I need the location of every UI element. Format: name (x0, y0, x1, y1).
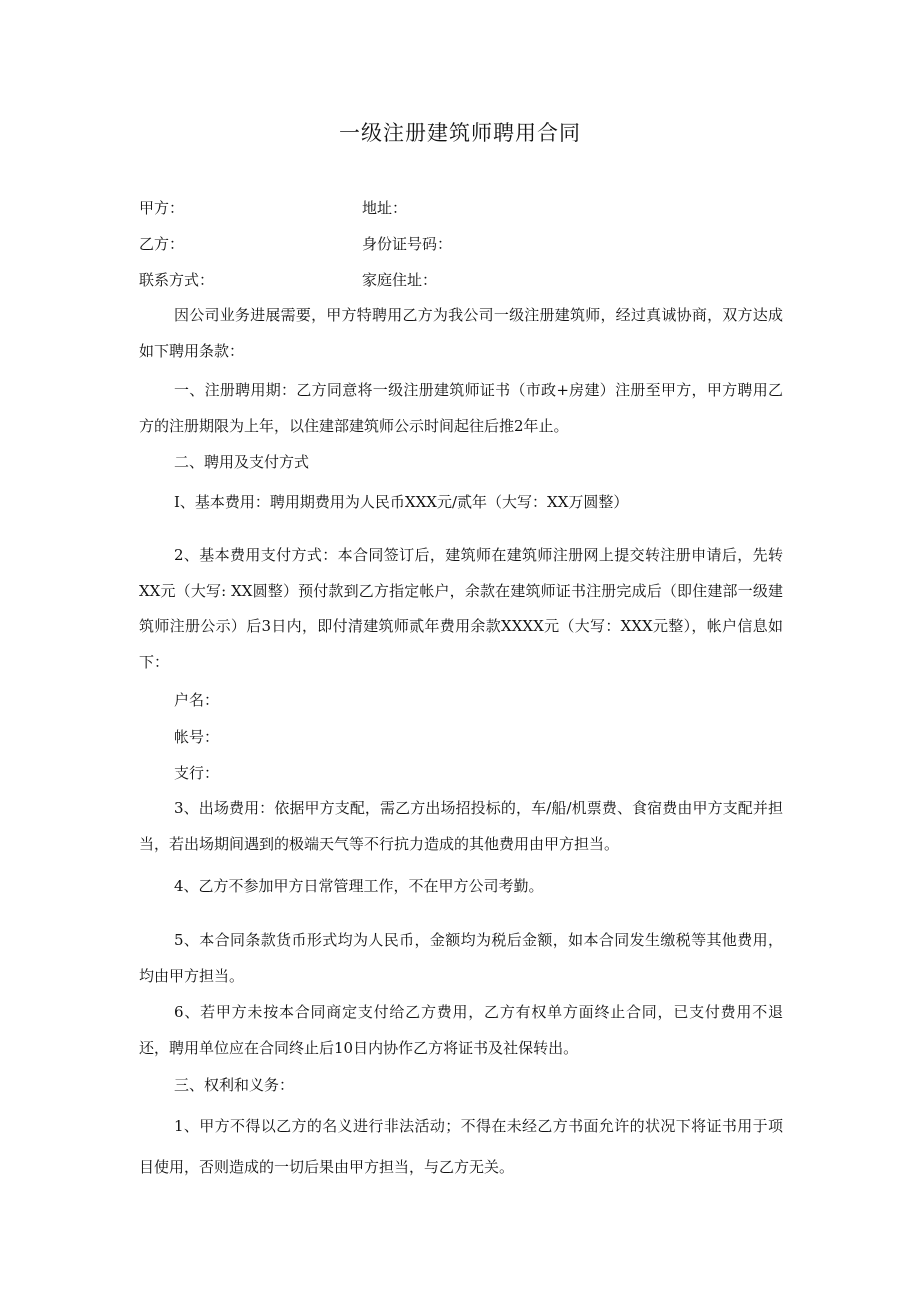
party-a-label: 甲方： (139, 199, 185, 217)
document-title: 一级注册建筑师聘用合同 (339, 121, 581, 145)
id-number-label: 身份证号码： (362, 235, 453, 253)
account-name-label: 户名： (174, 691, 220, 709)
section-3-item-1: 1、甲方不得以乙方的名义进行非法活动；不得在未经乙方书面允许的状况下将证书用于项目使用，否则造成的一切后果由甲方担当，与乙方无关。 (139, 1117, 783, 1176)
account-number-label: 帐号： (174, 728, 220, 746)
branch-label: 支行： (174, 764, 220, 782)
home-address-label: 家庭住址： (362, 271, 438, 289)
item-1-basic-fee: I、基本费用：聘用期费用为人民币XXX元/贰年（大写：XX万圆整） (174, 493, 629, 511)
item-2-payment-method: 2、基本费用支付方式：本合同签订后，建筑师在建筑师注册网上提交转注册申请后，先转XX元（大写: XX圆整）预付款到乙方指定帐户，余款在建筑师证书注册完成后（即住建部一级建筑师注册公示）后3日内，即付清建筑师贰年费用余款XXXX元（大写：XXX元整），帐户信息如下： (139, 546, 783, 671)
item-3-appearance-fee: 3、出场费用：依据甲方支配，需乙方出场招投标的，车/船/机票费、食宿费由甲方支配并担当，若出场期间遇到的极端天气等不行抗力造成的其他费用由甲方担当。 (139, 799, 783, 853)
section-2-heading: 二、聘用及支付方式 (174, 453, 310, 471)
contact-label: 联系方式： (139, 271, 215, 289)
item-4-attendance: 4、乙方不参加甲方日常管理工作，不在甲方公司考勤。 (174, 877, 544, 895)
item-5-currency: 5、本合同条款货币形式均为人民币，金额均为税后金额，如本合同发生缴税等其他费用，均由甲方担当。 (139, 931, 783, 985)
address-label: 地址： (362, 199, 408, 217)
item-6-termination: 6、若甲方未按本合同商定支付给乙方费用，乙方有权单方面终止合同，已支付费用不退还，聘用单位应在合同终止后10日内协作乙方将证书及社保转出。 (139, 1003, 783, 1057)
intro-paragraph: 因公司业务进展需要，甲方特聘用乙方为我公司一级注册建筑师，经过真诚协商，双方达成如下聘用条款： (139, 306, 783, 360)
section-1-paragraph: 一、注册聘用期：乙方同意将一级注册建筑师证书（市政+房建）注册至甲方，甲方聘用乙方的注册期限为上年，以住建部建筑师公示时间起往后推2年止。 (139, 381, 783, 435)
section-3-heading: 三、权利和义务： (174, 1076, 295, 1094)
party-b-label: 乙方： (139, 235, 185, 253)
